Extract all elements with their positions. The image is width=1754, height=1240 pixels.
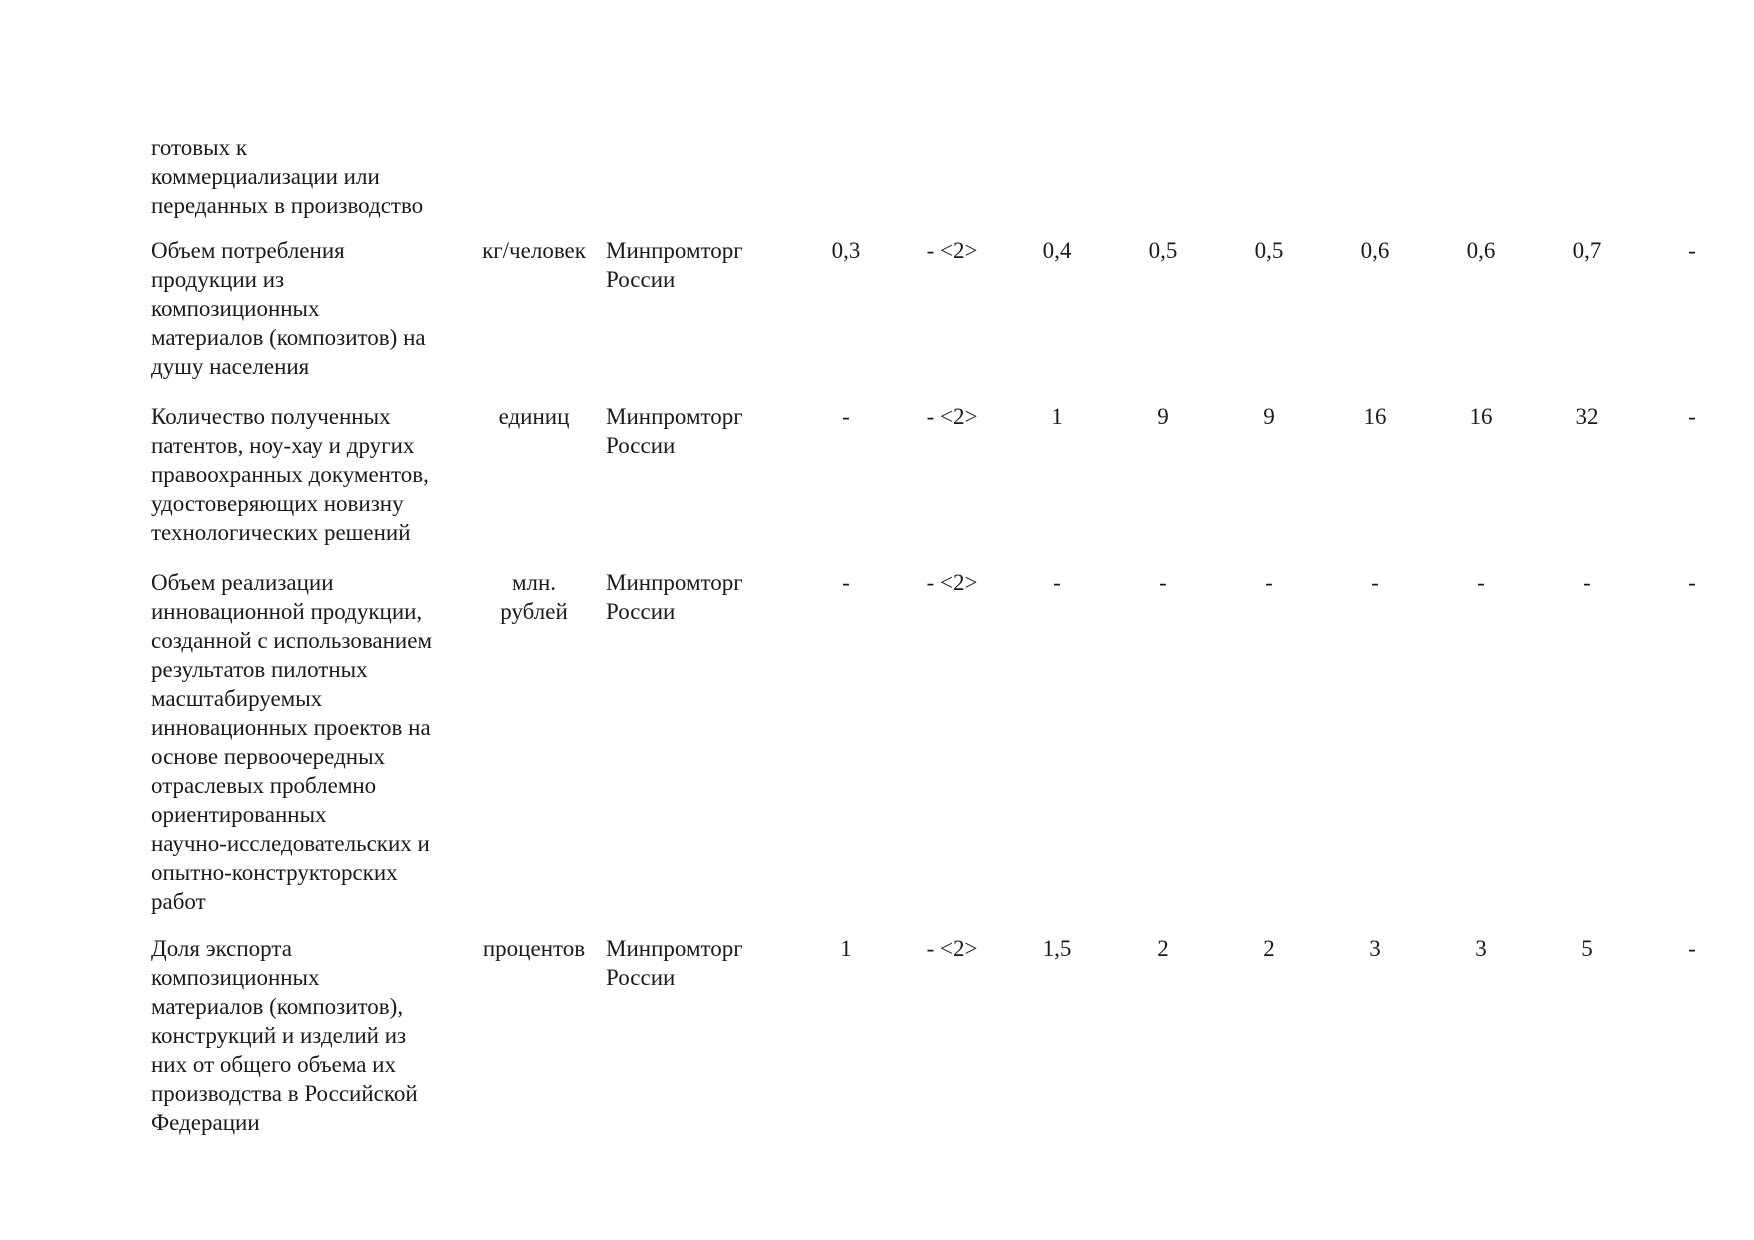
value-cell: - (1265, 570, 1273, 595)
text-line: отраслевых проблемно (151, 773, 377, 798)
value-cell: - (842, 404, 850, 429)
value-cell: - (1053, 570, 1061, 595)
text-line: России (606, 599, 676, 624)
text-line: опытно-конструкторских (151, 860, 398, 885)
text-line: научно-исследовательских и (151, 831, 430, 856)
text-line: правоохранных документов, (151, 462, 429, 487)
text-line: продукции из (151, 267, 285, 292)
text-line: масштабируемых (151, 686, 323, 711)
text-line: Количество полученных (151, 404, 391, 429)
value-cell: 0,4 (1042, 238, 1072, 263)
responsible-cell (606, 236, 786, 294)
text-line: Федерации (151, 1110, 260, 1135)
text-line: кг/человек (482, 238, 586, 263)
text-line: переданных в производство (151, 193, 424, 218)
value-cell: 9 (1157, 404, 1169, 429)
value-cell: 32 (1575, 404, 1599, 429)
text-line: технологических решений (151, 520, 411, 545)
value-cell: - (1688, 570, 1696, 595)
value-cell: 0,7 (1572, 238, 1602, 263)
text-line: композиционных (151, 296, 320, 321)
text-line: них от общего объема их (151, 1052, 396, 1077)
value-cell: 9 (1263, 404, 1275, 429)
value-cell: 0,6 (1360, 238, 1390, 263)
value-cell: - <2> (926, 570, 978, 595)
text-line: композиционных (151, 965, 320, 990)
text-line: инновационных проектов на (151, 715, 431, 740)
value-cell: 3 (1475, 936, 1487, 961)
text-line: Объем потребления (151, 238, 345, 263)
text-line: материалов (композитов) на (151, 325, 426, 350)
text-line: основе первоочередных (151, 744, 386, 769)
indicator-name (151, 133, 471, 220)
indicator-name (151, 402, 471, 547)
text-line: результатов пилотных (151, 657, 368, 682)
value-cell: - (1159, 570, 1167, 595)
text-line: единиц (498, 404, 570, 429)
value-cell: - (1583, 570, 1591, 595)
value-cell: - (842, 570, 850, 595)
text-line: готовых к (151, 135, 248, 160)
indicator-name (151, 934, 471, 1137)
value-cell: 16 (1469, 404, 1493, 429)
value-cell: 16 (1363, 404, 1387, 429)
responsible-cell (606, 934, 786, 992)
text-line: России (606, 965, 676, 990)
value-cell: 1 (840, 936, 852, 961)
indicator-name (151, 236, 471, 381)
value-cell: - (1688, 238, 1696, 263)
text-line: Доля экспорта (151, 936, 292, 961)
unit-cell (470, 402, 598, 431)
text-line: материалов (композитов), (151, 994, 404, 1019)
value-cell: 0,5 (1254, 238, 1284, 263)
text-line: Минпромторг (606, 570, 743, 595)
text-line: патентов, ноу-хау и других (151, 433, 415, 458)
value-cell: - <2> (926, 404, 978, 429)
text-line: производства в Российской (151, 1081, 418, 1106)
text-line: коммерциализации или (151, 164, 380, 189)
text-line: Минпромторг (606, 238, 743, 263)
text-line: ориентированных (151, 802, 327, 827)
text-line: инновационной продукции, (151, 599, 423, 624)
text-line: рублей (500, 599, 568, 624)
value-cell: 3 (1369, 936, 1381, 961)
text-line: Объем реализации (151, 570, 334, 595)
unit-cell (470, 236, 598, 265)
value-cell: 0,6 (1466, 238, 1496, 263)
text-line: удостоверяющих новизну (151, 491, 404, 516)
value-cell: 1 (1051, 404, 1063, 429)
text-line: созданной с использованием (151, 628, 433, 653)
value-cell: - (1688, 404, 1696, 429)
text-line: работ (151, 889, 206, 914)
value-cell: - (1688, 936, 1696, 961)
value-cell: 2 (1157, 936, 1169, 961)
text-line: процентов (482, 936, 586, 961)
responsible-cell (606, 402, 786, 460)
text-line: Минпромторг (606, 404, 743, 429)
value-cell: 5 (1581, 936, 1593, 961)
indicator-name (151, 568, 471, 916)
value-cell: 0,5 (1148, 238, 1178, 263)
value-cell: 1,5 (1042, 936, 1072, 961)
text-line: млн. (511, 570, 557, 595)
text-line: России (606, 267, 676, 292)
text-line: России (606, 433, 676, 458)
value-cell: - <2> (926, 936, 978, 961)
text-line: конструкций и изделий из (151, 1023, 407, 1048)
text-line: Минпромторг (606, 936, 743, 961)
responsible-cell (606, 568, 786, 626)
unit-cell (470, 934, 598, 963)
unit-cell (470, 568, 598, 626)
value-cell: 2 (1263, 936, 1275, 961)
value-cell: - (1371, 570, 1379, 595)
value-cell: - (1477, 570, 1485, 595)
value-cell: - <2> (926, 238, 978, 263)
text-line: душу населения (151, 354, 310, 379)
value-cell: 0,3 (831, 238, 861, 263)
